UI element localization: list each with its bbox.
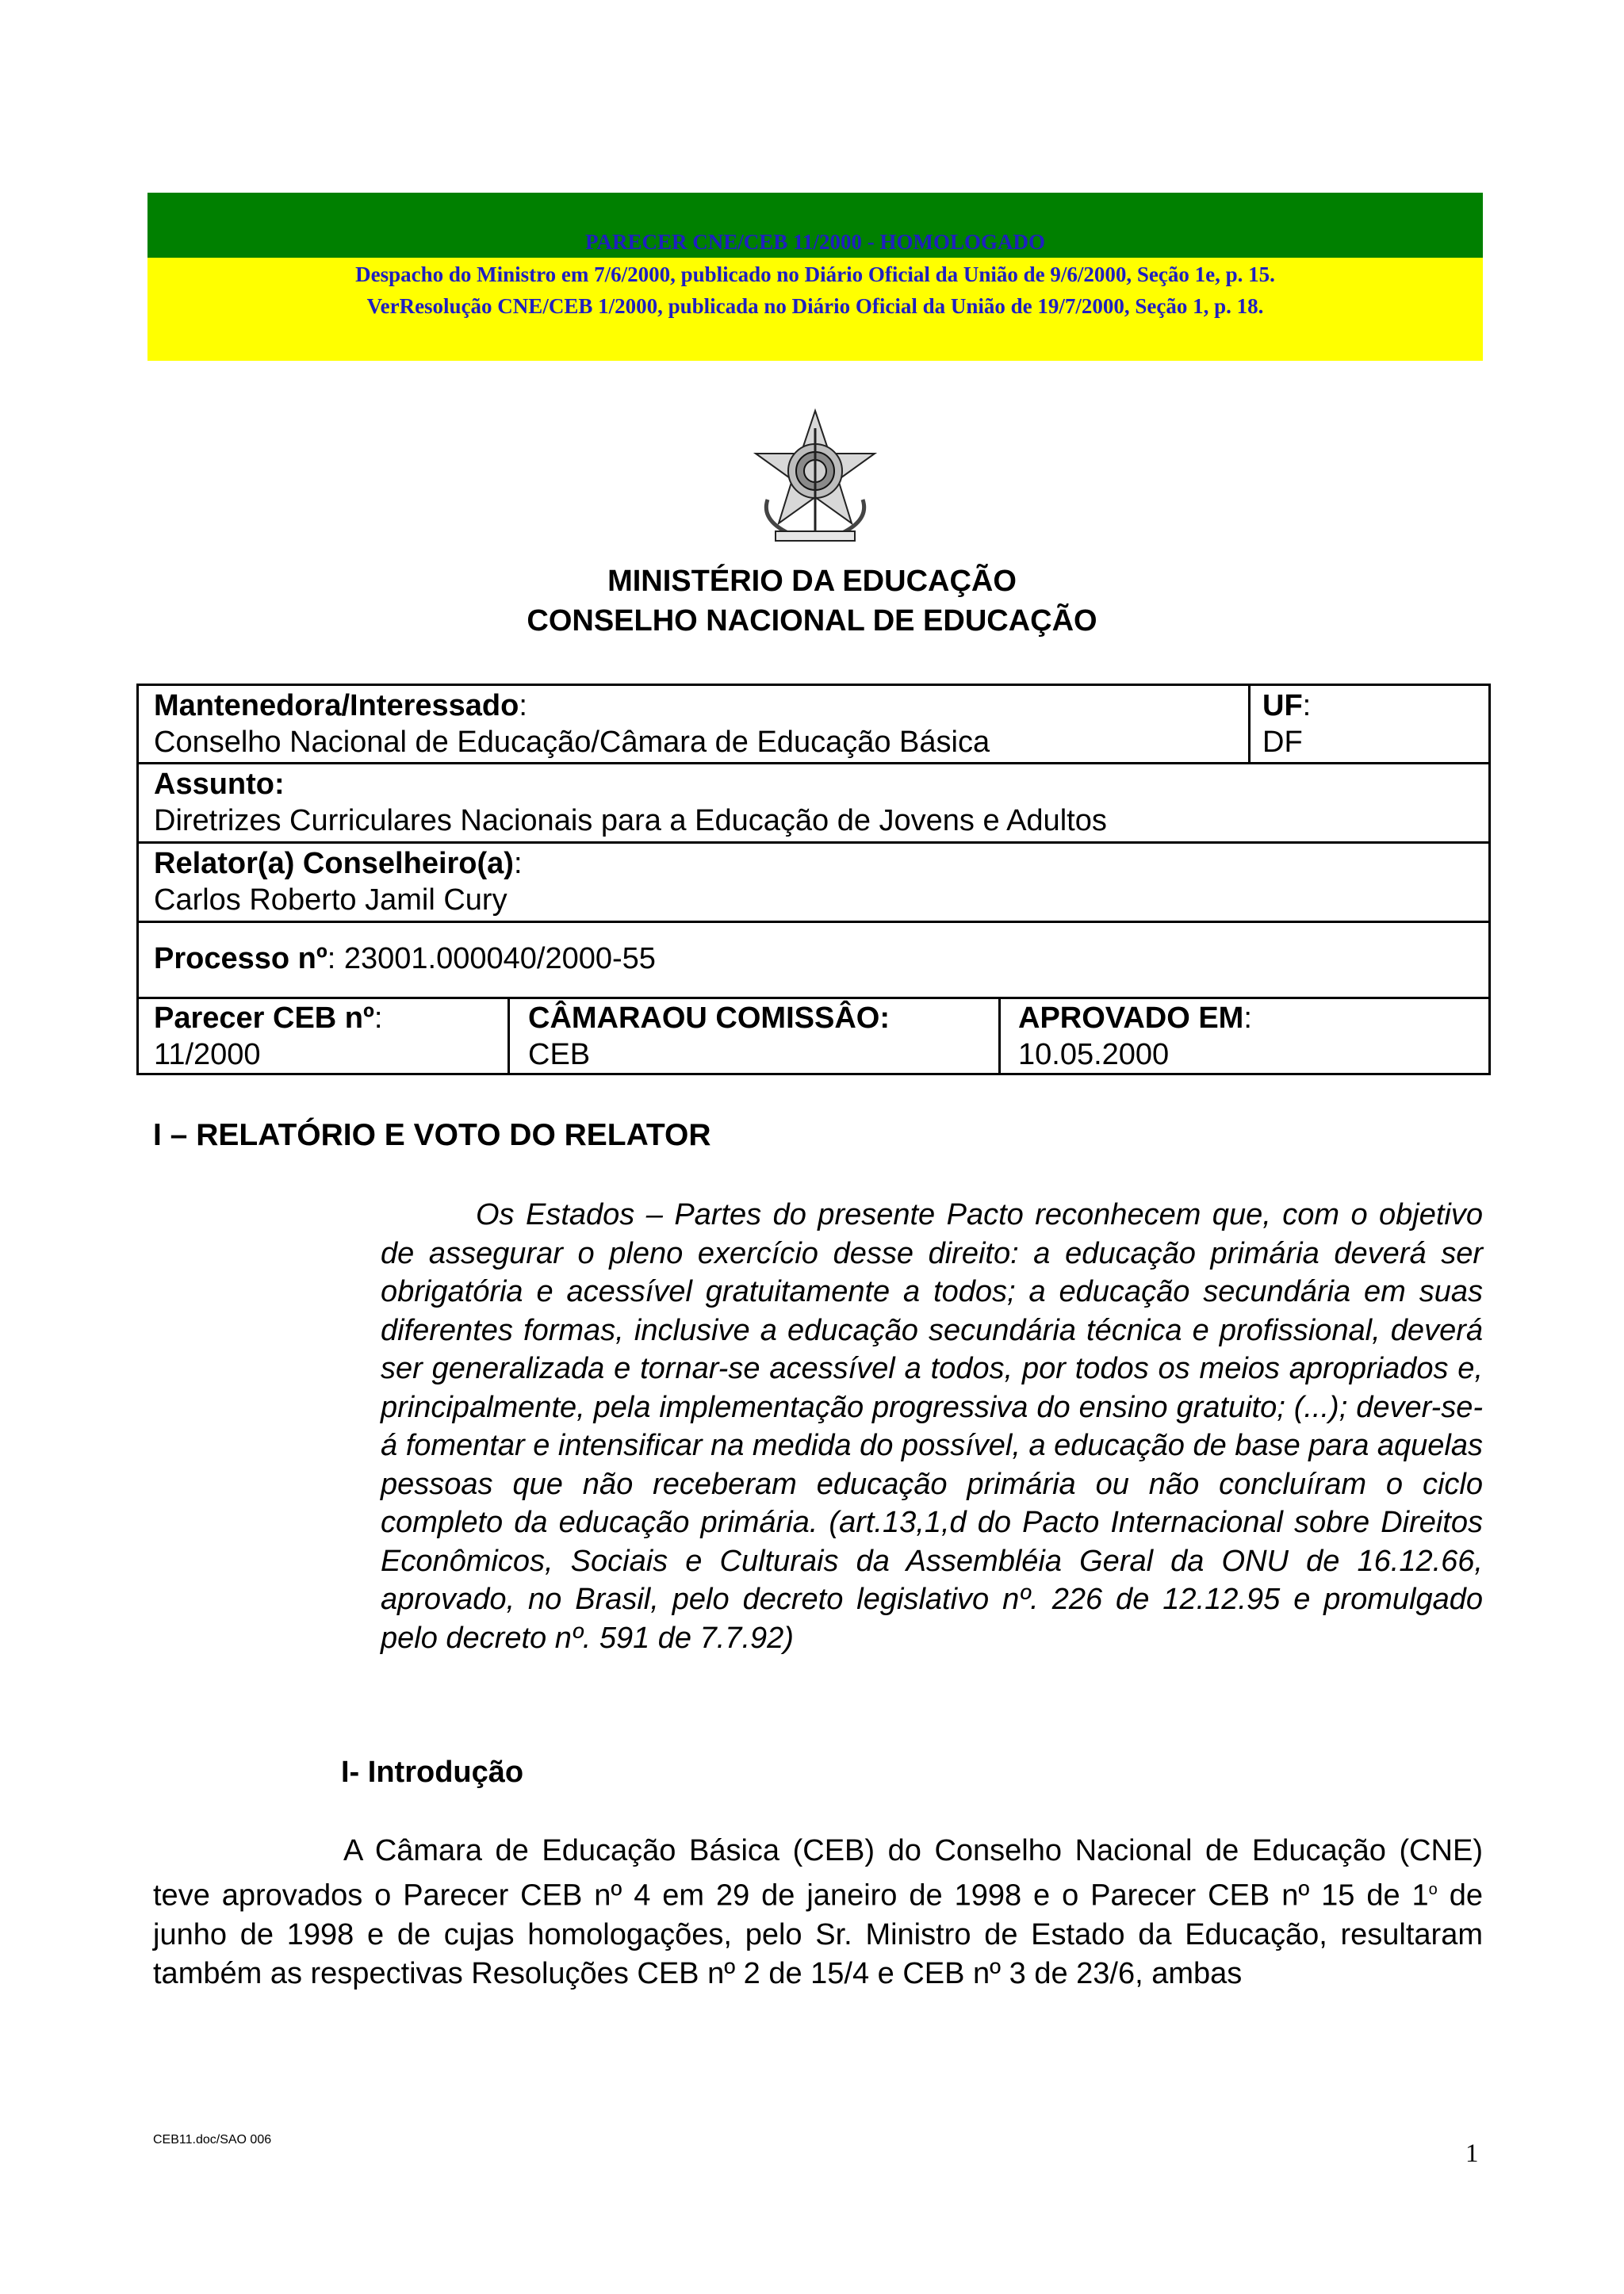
camara-cell: [528, 1000, 890, 1073]
intro-paragraph: [153, 1832, 1483, 1993]
assunto-label: Assunto:: [154, 768, 285, 801]
council-title: CONSELHO NACIONAL DE EDUCAÇÃO: [527, 604, 1097, 638]
pact-quote: [381, 1196, 1483, 1657]
parecer-cell: Parecer CEB nº: 11/2000: [154, 1001, 383, 1071]
body-text-part1: A Câmara de Educação Básica (CEB) do Conselho Nacional de Educação (CNE) teve aprovados o Parecer CEB nº 4 em 29 de janeiro de 1998 e o Parecer CEB nº 15 de 1: [153, 1834, 1483, 1913]
table-divider: [1248, 686, 1251, 762]
page-number: 1: [1465, 2139, 1479, 2168]
banner-despacho-line: Despacho do Ministro em 7/6/2000, publicado no Diário Oficial da União de 9/6/2000, Seção 1e, p. 15.: [355, 262, 1275, 286]
quote-text: Os Estados – Partes do presente Pacto reconhecem que, com o objetivo de assegurar o pleno exercício desse direito: a educação primária deverá ser obrigatória e acessível gratuitamente a todos; a educação secundária em suas diferentes formas, inclusive a educação secundária técnica e profissional, deverá ser generalizada e tornar-se acessível a todos, por todos os meios apropriados e, principalmente, pela implementação progressiva do ensino gratuito; (...); dever-se-á fomentar e intensificar na medida do possível, a educação de base para aquelas pessoas que não receberam educação primária ou não concluíram o ciclo completo da educação primária. (art.13,1,d do Pacto Internacional sobre Direitos Econômicos, Sociais e Culturais da Assembléia Geral da ONU de 16.12.66, aprovado, no Brasil, pelo decreto legislativo nº. 226 de 12.12.95 e promulgado pelo decreto nº. 591 de 7.7.92): [381, 1198, 1484, 1655]
aprovado-label: APROVADO EM: [1018, 1001, 1244, 1035]
processo-label: Processo nº: [154, 942, 327, 975]
ministry-title: MINISTÉRIO DA EDUCAÇÃO: [607, 565, 1017, 598]
coat-of-arms-icon: [744, 404, 887, 547]
ordinal-superscript: o: [1428, 1881, 1438, 1898]
aprovado-value: 10.05.2000: [1018, 1038, 1170, 1071]
camara-label: CÂMARAOU COMISSÂO:: [528, 1001, 890, 1035]
table-divider: [139, 841, 1488, 844]
mantenedora-label: Mantenedora/Interessado: [154, 689, 519, 722]
aprovado-cell: APROVADO EM: 10.05.2000: [1018, 1001, 1252, 1071]
section-title: I – RELATÓRIO E VOTO DO RELATOR: [153, 1118, 711, 1152]
banner-resolucao-line: VerResolução CNE/CEB 1/2000, publicada no Diário Oficial da União de 19/7/2000, Seção 1, p. 18.: [366, 294, 1264, 318]
banner-title: PARECER CNE/CEB 11/2000 - HOMOLOGADO: [584, 230, 1046, 254]
table-divider: [139, 762, 1488, 764]
mantenedora-value: Conselho Nacional de Educação/Câmara de Educação Básica: [154, 726, 990, 759]
body-text-part2: de junho de 1998 e de cujas homologações, pelo Sr. Ministro de Estado da Educação, resultaram também as respectivas Resoluções CEB nº 2 de 15/4 e CEB nº 3 de 23/6, ambas: [153, 1878, 1483, 1990]
processo-value: : 23001.000040/2000-55: [327, 942, 656, 975]
intro-heading: I- Introdução: [341, 1756, 524, 1789]
parecer-value: 11/2000: [154, 1038, 261, 1071]
relator-cell: Relator(a) Conselheiro(a): Carlos Roberto Jamil Cury: [154, 847, 523, 917]
homologation-banner: [147, 193, 1483, 361]
table-divider: [998, 997, 1001, 1073]
uf-value: DF: [1262, 726, 1303, 759]
table-divider: [139, 997, 1488, 999]
processo-cell: [154, 940, 656, 977]
mantenedora-cell: Mantenedora/Interessado: Conselho Nacional de Educação/Câmara de Educação Básica: [154, 689, 990, 759]
relator-value: Carlos Roberto Jamil Cury: [154, 883, 508, 917]
parecer-label: Parecer CEB nº: [154, 1001, 374, 1035]
assunto-cell: [154, 766, 1107, 839]
table-divider: [139, 921, 1488, 923]
file-reference: CEB11.doc/SAO 006: [153, 2133, 272, 2147]
uf-cell: UF: DF: [1262, 689, 1312, 759]
uf-label: UF: [1262, 689, 1303, 722]
table-divider: [508, 997, 510, 1073]
camara-value: CEB: [528, 1038, 591, 1071]
assunto-value: Diretrizes Curriculares Nacionais para a Educação de Jovens e Adultos: [154, 804, 1107, 837]
relator-label: Relator(a) Conselheiro(a): [154, 847, 514, 880]
process-info-table: [136, 684, 1491, 1075]
